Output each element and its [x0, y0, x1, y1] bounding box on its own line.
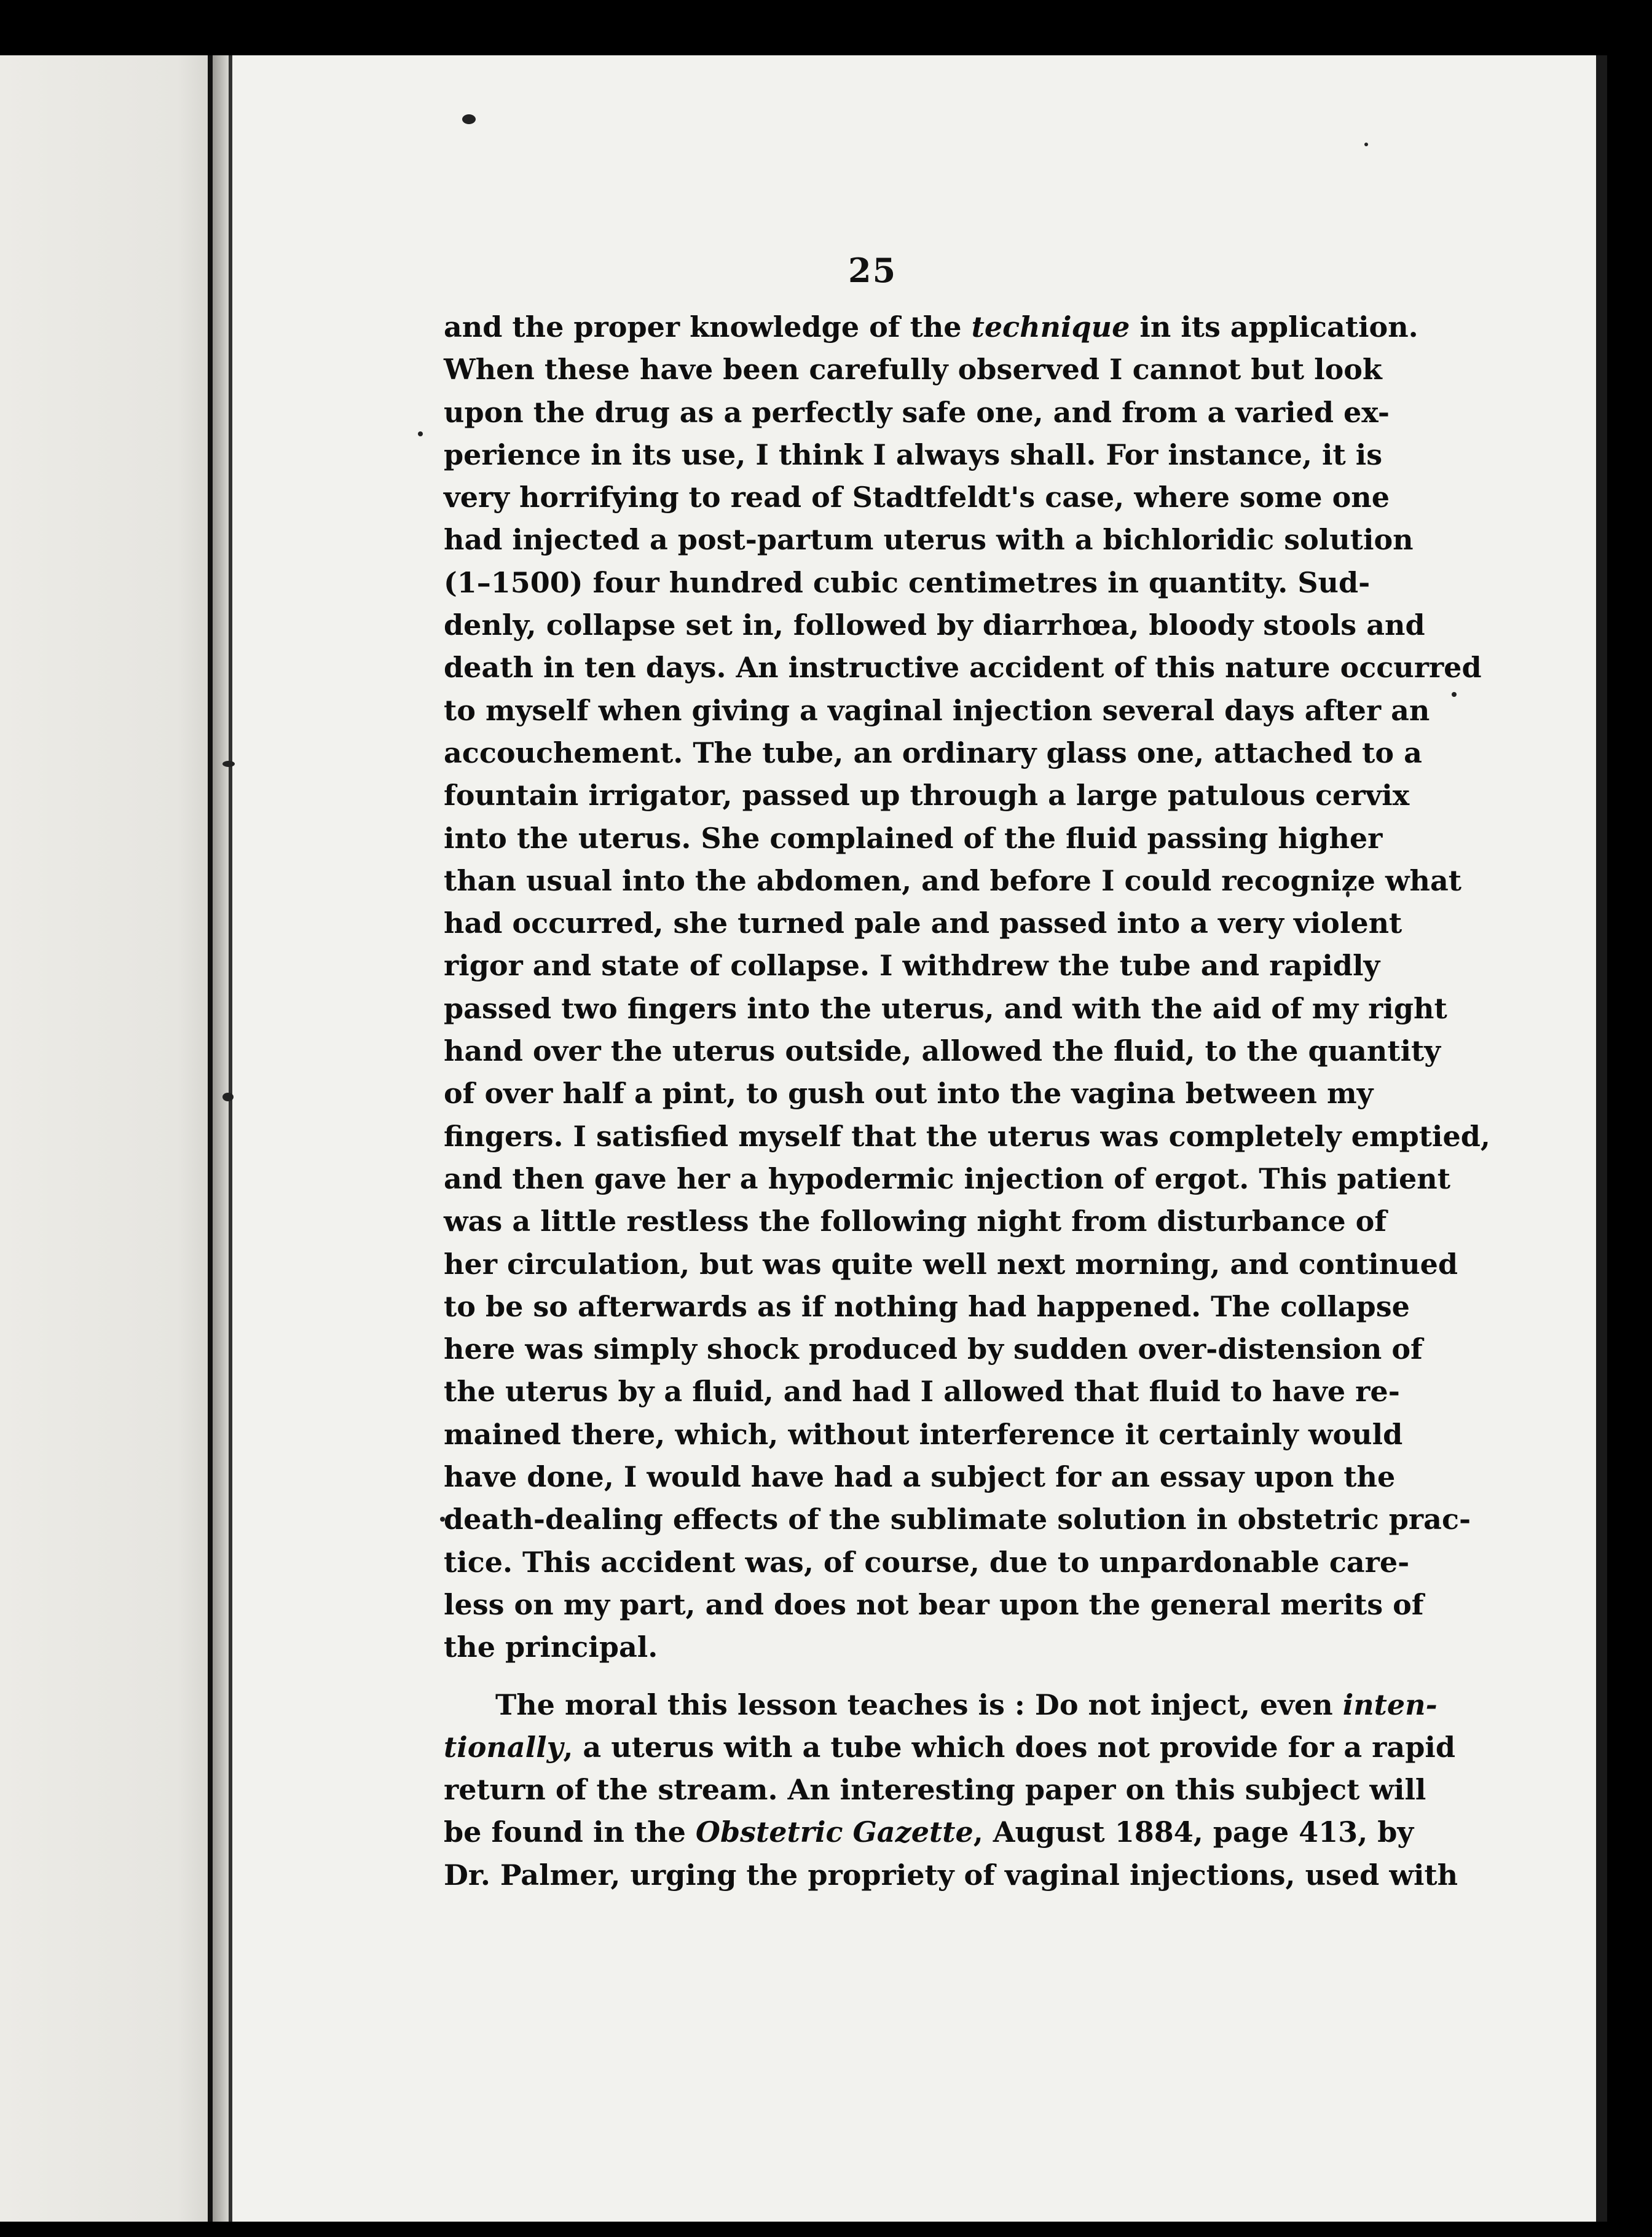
- text-run: hand over the uterus outside, allowed the fluid, to the quantity: [444, 1034, 1441, 1068]
- text-run: to myself when giving a vaginal injection several days after an: [444, 693, 1430, 727]
- text-line: [444, 1370, 1400, 1413]
- text-line: [444, 1286, 1410, 1328]
- text-run: of over half a pint, to gush out into the vagina between my: [444, 1077, 1374, 1111]
- text-line: [444, 1413, 1403, 1456]
- text-run: return of the stream. An interesting paper on this subject will: [444, 1773, 1426, 1807]
- italic-text: Obstetric Gazette: [695, 1815, 974, 1849]
- italic-text: tionally: [444, 1730, 564, 1764]
- text-run: than usual into the abdomen, and before I could recognize what: [444, 863, 1462, 897]
- text-line: [444, 1200, 1387, 1243]
- text-line: [444, 988, 1447, 1030]
- facing-blank-page: [0, 55, 209, 2222]
- text-run: and then gave her a hypodermic injection of ergot. This patient: [444, 1162, 1450, 1195]
- text-line: [444, 1158, 1450, 1200]
- text-run: have done, I would have had a subject for an essay upon the: [444, 1460, 1396, 1494]
- text-run: The moral this lesson teaches is : Do not inject, even: [495, 1688, 1343, 1721]
- text-run: here was simply shock produced by sudden over-distension of: [444, 1332, 1423, 1366]
- text-line: [444, 562, 1371, 604]
- italic-text: inten-: [1342, 1688, 1438, 1721]
- text-run: upon the drug as a perfectly safe one, and from a varied ex-: [444, 395, 1390, 429]
- text-line: [444, 1726, 1455, 1769]
- text-run: mained there, which, without interference it certainly would: [444, 1417, 1403, 1451]
- text-line: [444, 817, 1383, 860]
- text-run: had injected a post-partum uterus with a bichloridic solution: [444, 523, 1414, 557]
- text-run: into the uterus. She complained of the fluid passing higher: [444, 821, 1383, 855]
- text-line: [444, 391, 1390, 434]
- text-run: death-dealing effects of the sublimate solution in obstetric prac-: [444, 1503, 1471, 1536]
- text-run: and the proper knowledge of the: [444, 310, 972, 344]
- text-run: When these have been carefully observed I cannot but look: [444, 353, 1382, 387]
- text-run: denly, collapse set in, followed by diarrhœa, bloody stools and: [444, 608, 1425, 642]
- text-line: [444, 1769, 1426, 1811]
- text-run: in its application.: [1130, 310, 1418, 344]
- text-run: Dr. Palmer, urging the propriety of vaginal injections, used with: [444, 1858, 1458, 1892]
- text-run: to be so afterwards as if nothing had happened. The collapse: [444, 1289, 1410, 1323]
- text-run: fountain irrigator, passed up through a large patulous cervix: [444, 779, 1410, 812]
- text-line: [444, 1584, 1424, 1626]
- scan-speck: [1452, 692, 1457, 697]
- scan-speck: [222, 761, 235, 767]
- text-line: [444, 1115, 1490, 1158]
- text-run: less on my part, and does not bear upon the general merits of: [444, 1587, 1424, 1621]
- text-run: had occurred, she turned pale and passed into a very violent: [444, 906, 1402, 940]
- text-line: [444, 690, 1430, 732]
- spine-shadow: [213, 55, 229, 2222]
- text-line: [444, 306, 1418, 348]
- text-line: [444, 945, 1380, 987]
- text-line: [444, 1456, 1396, 1498]
- text-run: her circulation, but was quite well next morning, and continued: [444, 1247, 1458, 1281]
- text-run: , a uterus with a tube which does not provide for a rapid: [563, 1730, 1455, 1764]
- text-line: [444, 860, 1462, 902]
- text-line: [444, 1626, 1358, 1669]
- text-line: [444, 1854, 1458, 1897]
- scan-speck: [222, 1093, 234, 1101]
- text-run: perience in its use, I think I always shall. For instance, it is: [444, 438, 1383, 471]
- scanned-book-spread: [0, 55, 1607, 2222]
- text-line: [444, 519, 1414, 561]
- text-line: [444, 774, 1410, 817]
- text-line: [444, 1243, 1458, 1286]
- text-run: accouchement. The tube, an ordinary glass one, attached to a: [444, 736, 1422, 769]
- text-line: [444, 1684, 1438, 1726]
- text-run: the principal.: [444, 1630, 658, 1664]
- text-line: [444, 732, 1422, 774]
- text-line: [444, 1541, 1410, 1584]
- scan-speck: [1364, 143, 1368, 146]
- text-run: fingers. I satisfied myself that the uterus was completely emptied,: [444, 1119, 1490, 1153]
- text-line: [444, 1072, 1374, 1115]
- page-number: 25: [848, 251, 897, 290]
- text-line: [444, 1498, 1471, 1541]
- scan-speck: [418, 431, 423, 436]
- text-run: passed two fingers into the uterus, and with the aid of my right: [444, 991, 1447, 1025]
- text-line: [444, 1328, 1423, 1370]
- italic-text: technique: [971, 310, 1130, 344]
- text-line: [444, 902, 1402, 945]
- text-run: tice. This accident was, of course, due to unpardonable care-: [444, 1545, 1410, 1579]
- body-text: [444, 306, 1490, 1897]
- text-line: [444, 604, 1425, 647]
- spine-edge-line: [208, 55, 213, 2222]
- text-run: was a little restless the following night from disturbance of: [444, 1205, 1387, 1238]
- text-line: [444, 1811, 1414, 1854]
- paragraph: [444, 306, 1490, 1669]
- scan-speck: [462, 114, 476, 124]
- text-line: [444, 647, 1482, 689]
- text-run: be found in the: [444, 1815, 696, 1849]
- text-run: death in ten days. An instructive accident of this nature occurred: [444, 651, 1482, 685]
- text-run: the uterus by a fluid, and had I allowed that fluid to have re-: [444, 1375, 1400, 1409]
- page-right-edge: [1596, 55, 1607, 2222]
- text-run: (1–1500) four hundred cubic centimetres in quantity. Sud-: [444, 565, 1371, 599]
- text-run: very horrifying to read of Stadtfeldt's case, where some one: [444, 481, 1390, 514]
- paragraph-gap: [444, 1669, 1358, 1684]
- text-run: , August 1884, page 413, by: [973, 1815, 1414, 1849]
- text-line: [444, 434, 1383, 476]
- text-line: [444, 476, 1390, 519]
- paragraph: [444, 1684, 1458, 1897]
- text-run: rigor and state of collapse. I withdrew the tube and rapidly: [444, 949, 1380, 983]
- text-line: [444, 1030, 1441, 1072]
- text-line: [444, 348, 1382, 391]
